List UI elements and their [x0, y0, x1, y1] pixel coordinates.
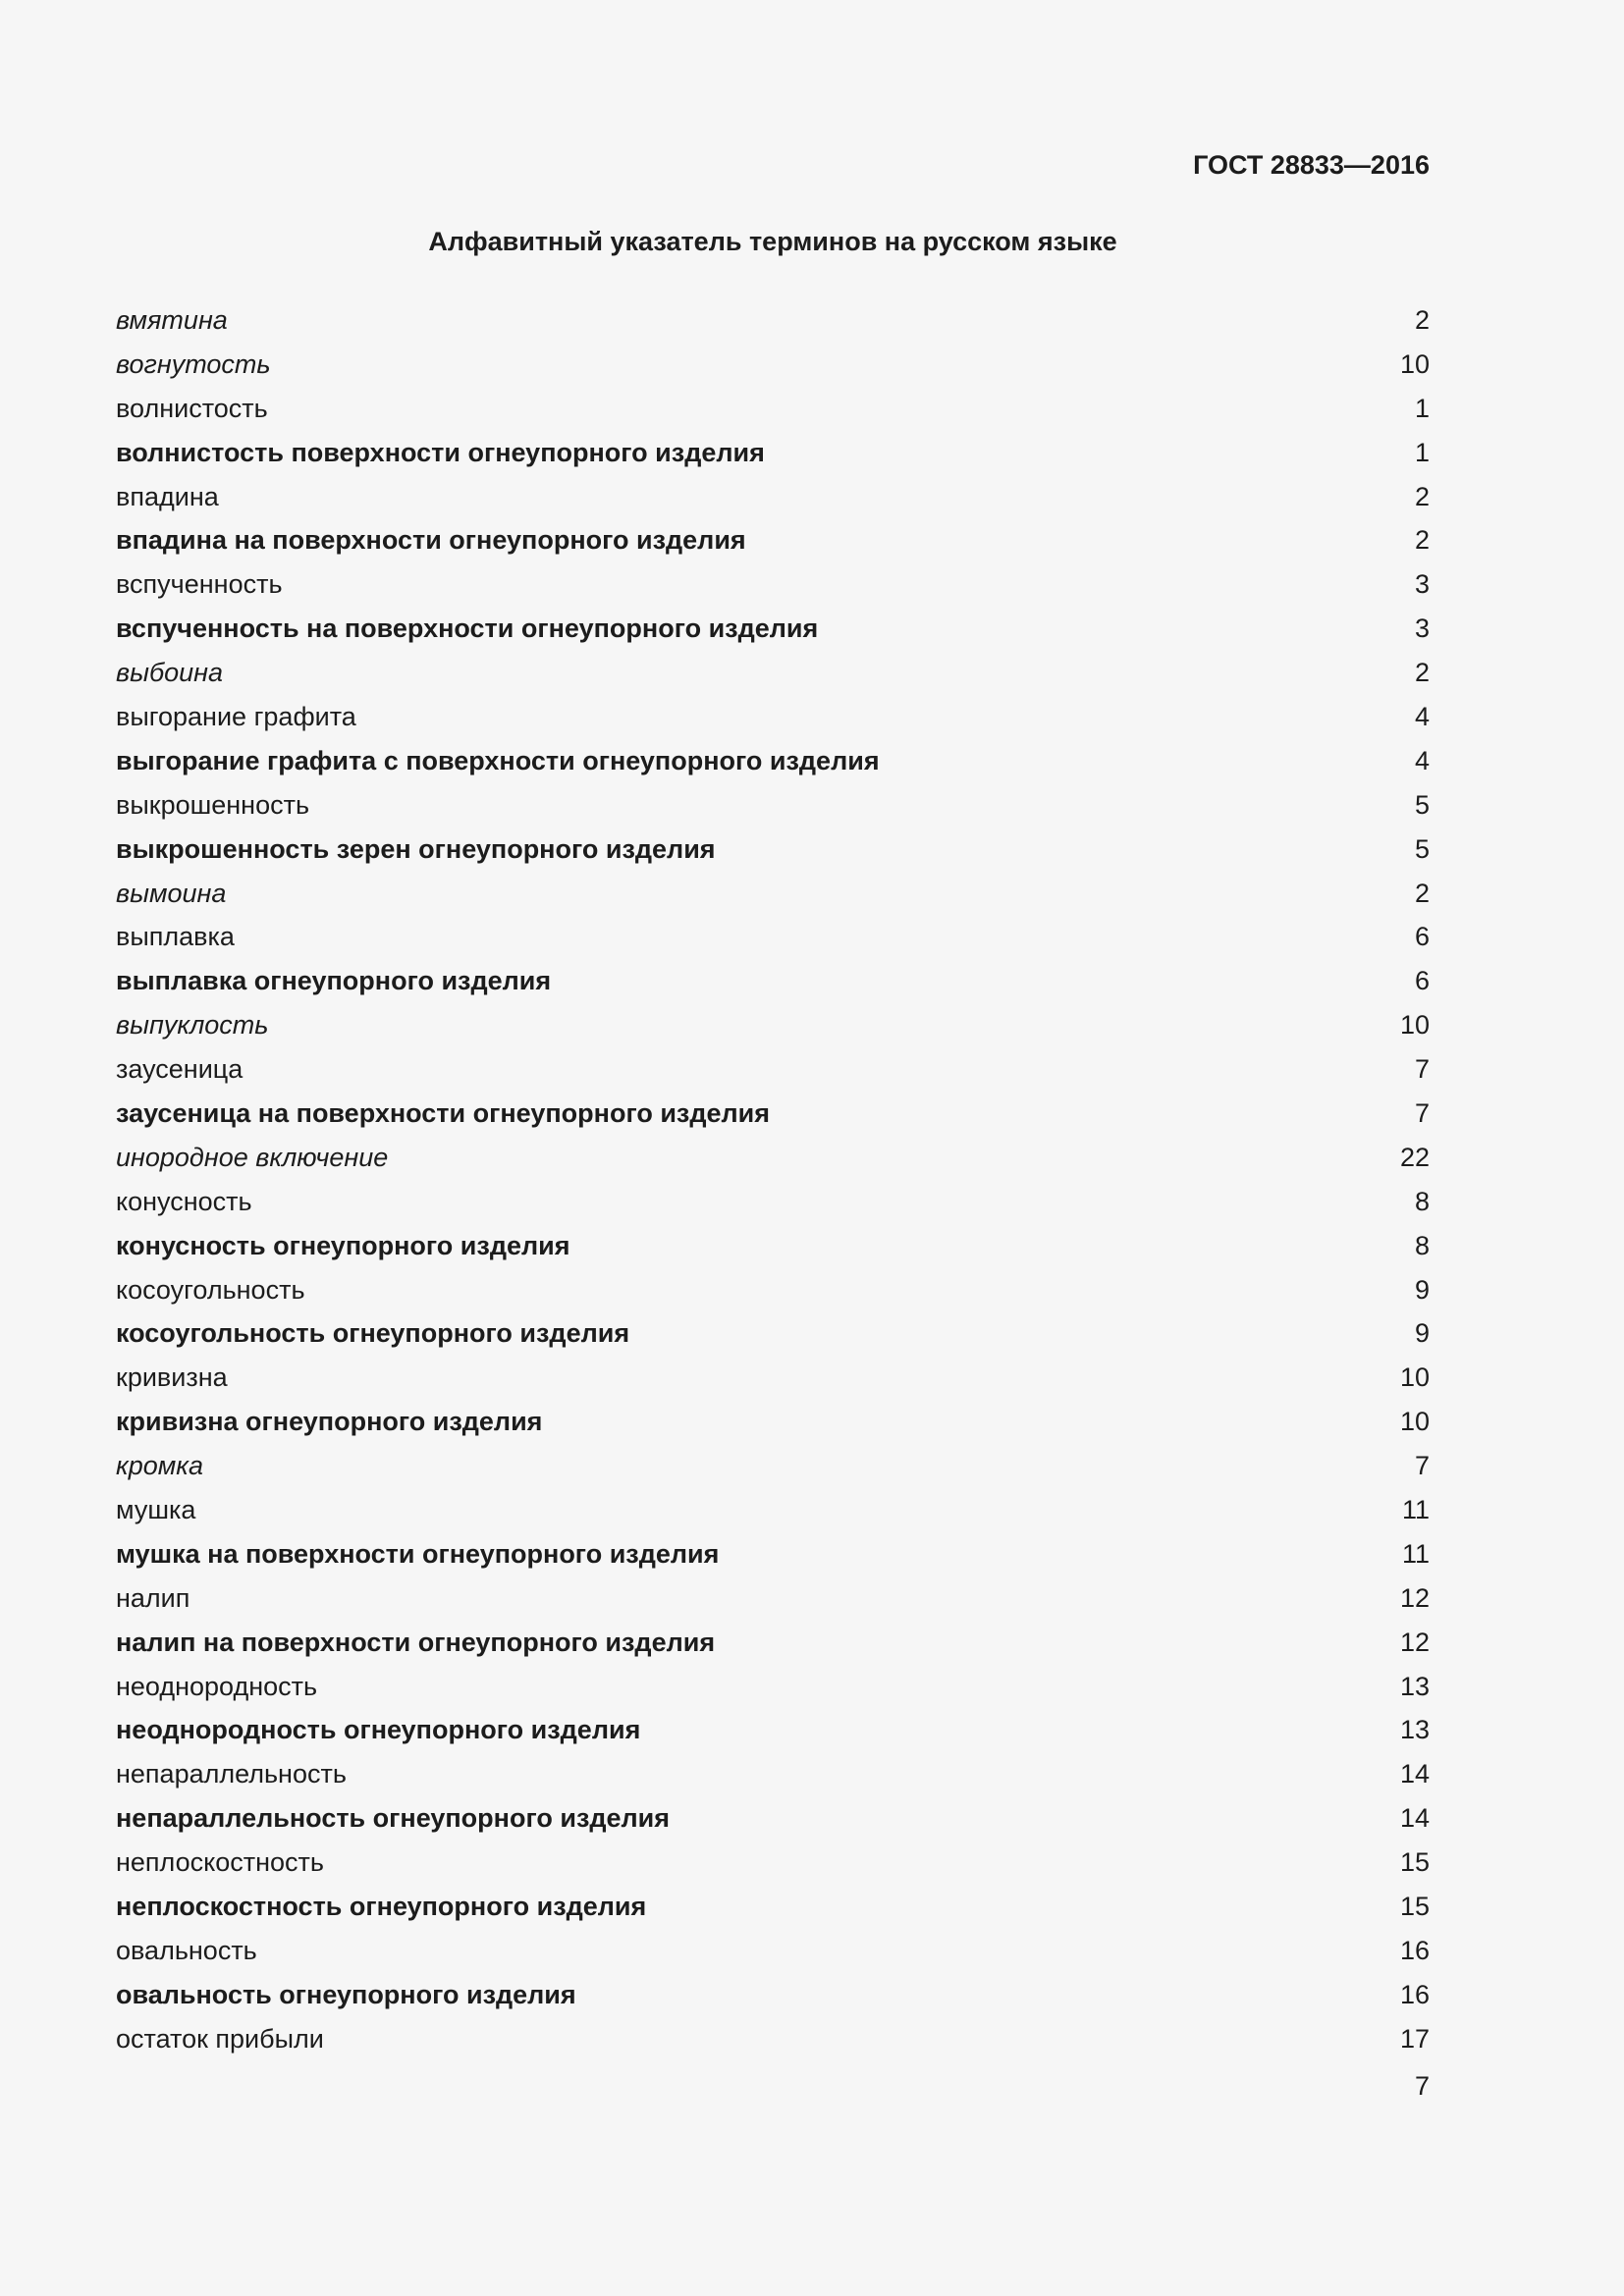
- index-entry: [116, 828, 1430, 872]
- index-term-number: 16: [1399, 1979, 1430, 2009]
- index-entry: [116, 1047, 1430, 1092]
- index-term: мушка: [116, 1494, 196, 1524]
- index-term: вспученность на поверхности огнеупорного изделия: [116, 614, 819, 644]
- index-term: налип на поверхности огнеупорного изделия: [116, 1627, 716, 1657]
- index-entry: [116, 1709, 1430, 1753]
- index-term-number: 10: [1399, 1407, 1430, 1437]
- index-term-number: 11: [1401, 1494, 1430, 1524]
- index-term: выгорание графита: [116, 701, 356, 731]
- index-term: непараллельность: [116, 1759, 347, 1789]
- index-term-number: 14: [1399, 1803, 1430, 1834]
- index-entry: [116, 872, 1430, 916]
- index-term: выкрошенность зерен огнеупорного изделия: [116, 833, 716, 864]
- index-term: вымоина: [116, 878, 227, 908]
- index-term-number: 9: [1414, 1318, 1430, 1349]
- index-term-number: 10: [1399, 1010, 1430, 1041]
- index-term-number: 8: [1414, 1186, 1430, 1216]
- index-term: заусеница на поверхности огнеупорного изделия: [116, 1097, 771, 1128]
- index-term: овальность огнеупорного изделия: [116, 1979, 576, 2009]
- index-term: впадина на поверхности огнеупорного изделия: [116, 525, 746, 556]
- index-term: неоднородность: [116, 1671, 318, 1701]
- index-term-number: 5: [1414, 789, 1430, 820]
- term-index-list: [116, 298, 1430, 2061]
- index-term-number: 7: [1414, 1451, 1430, 1481]
- index-term-number: 11: [1401, 1538, 1430, 1569]
- index-term: вогнутость: [116, 348, 271, 379]
- index-entry: [116, 1180, 1430, 1224]
- index-term-number: 10: [1399, 1362, 1430, 1393]
- index-term-number: 3: [1414, 569, 1430, 600]
- index-term-number: 17: [1399, 2023, 1430, 2054]
- index-term: конусность огнеупорного изделия: [116, 1230, 570, 1260]
- index-entry: [116, 1488, 1430, 1532]
- index-term-number: 12: [1399, 1582, 1430, 1613]
- page-number: 7: [1414, 2071, 1430, 2101]
- index-term-number: 10: [1399, 348, 1430, 379]
- index-entry: [116, 1444, 1430, 1488]
- index-entry: [116, 1400, 1430, 1444]
- index-entry: [116, 1224, 1430, 1268]
- index-entry: [116, 1841, 1430, 1885]
- index-term-number: 4: [1414, 701, 1430, 731]
- index-term: выплавка огнеупорного изделия: [116, 966, 552, 996]
- index-entry: [116, 739, 1430, 783]
- index-entry: [116, 1973, 1430, 2017]
- index-entry: [116, 298, 1430, 343]
- index-entry: [116, 1311, 1430, 1356]
- index-term: выпуклость: [116, 1010, 269, 1041]
- index-term: мушка на поверхности огнеупорного изделия: [116, 1538, 720, 1569]
- index-entry: [116, 607, 1430, 651]
- index-term: выгорание графита с поверхности огнеупорного изделия: [116, 745, 880, 775]
- index-term-number: 2: [1414, 481, 1430, 511]
- index-term-number: 2: [1414, 525, 1430, 556]
- index-term: волнистость: [116, 393, 268, 423]
- index-entry: [116, 959, 1430, 1003]
- index-term: вмятина: [116, 304, 228, 335]
- index-term-number: 6: [1414, 922, 1430, 952]
- index-term: волнистость поверхности огнеупорного изделия: [116, 437, 765, 467]
- index-term-number: 6: [1414, 966, 1430, 996]
- index-term-number: 2: [1414, 878, 1430, 908]
- index-term: конусность: [116, 1186, 252, 1216]
- index-term: овальность: [116, 1935, 257, 1965]
- index-term-number: 7: [1414, 1054, 1430, 1085]
- index-entry: [116, 475, 1430, 519]
- index-entry: [116, 915, 1430, 959]
- index-term-number: 8: [1414, 1230, 1430, 1260]
- index-entry: [116, 431, 1430, 475]
- index-term-number: 1: [1414, 437, 1430, 467]
- index-entry: [116, 1356, 1430, 1400]
- index-term: инородное включение: [116, 1142, 389, 1172]
- index-term: выплавка: [116, 922, 235, 952]
- index-entry: [116, 1885, 1430, 1929]
- index-entry: [116, 518, 1430, 562]
- index-entry: [116, 1003, 1430, 1047]
- index-entry: [116, 387, 1430, 431]
- index-entry: [116, 1268, 1430, 1312]
- index-entry: [116, 562, 1430, 607]
- index-term: кривизна огнеупорного изделия: [116, 1407, 543, 1437]
- index-entry: [116, 1576, 1430, 1621]
- index-term: налип: [116, 1582, 190, 1613]
- index-term: неплоскостность огнеупорного изделия: [116, 1892, 647, 1921]
- index-term-number: 15: [1399, 1892, 1430, 1921]
- index-term-number: 13: [1399, 1715, 1430, 1745]
- index-term: остаток прибыли: [116, 2023, 324, 2054]
- index-term-number: 9: [1414, 1274, 1430, 1305]
- index-title: Алфавитный указатель терминов на русском языке: [428, 227, 1117, 256]
- index-term: выбоина: [116, 658, 224, 688]
- index-term: непараллельность огнеупорного изделия: [116, 1803, 671, 1834]
- index-term-number: 16: [1399, 1935, 1430, 1965]
- index-term-number: 22: [1399, 1142, 1430, 1172]
- index-term-number: 7: [1414, 1097, 1430, 1128]
- index-entry: [116, 695, 1430, 739]
- index-term: кромка: [116, 1451, 204, 1481]
- document-code: ГОСТ 28833—2016: [1193, 150, 1430, 180]
- index-entry: [116, 1796, 1430, 1841]
- index-entry: [116, 2017, 1430, 2061]
- index-entry: [116, 783, 1430, 828]
- index-entry: [116, 651, 1430, 695]
- index-entry: [116, 1532, 1430, 1576]
- index-entry: [116, 1092, 1430, 1136]
- index-term-number: 4: [1414, 745, 1430, 775]
- index-term: выкрошенность: [116, 789, 310, 820]
- index-term-number: 15: [1399, 1847, 1430, 1878]
- index-term-number: 1: [1414, 393, 1430, 423]
- index-entry: [116, 1752, 1430, 1796]
- index-term: заусеница: [116, 1054, 244, 1085]
- index-term: косоугольность огнеупорного изделия: [116, 1318, 630, 1349]
- index-term: кривизна: [116, 1362, 228, 1393]
- index-entry: [116, 343, 1430, 387]
- index-term-number: 2: [1414, 658, 1430, 688]
- index-term: неоднородность огнеупорного изделия: [116, 1715, 641, 1745]
- index-term-number: 2: [1414, 304, 1430, 335]
- index-term: косоугольность: [116, 1274, 305, 1305]
- index-term-number: 12: [1399, 1627, 1430, 1657]
- index-term-number: 3: [1414, 614, 1430, 644]
- index-term-number: 13: [1399, 1671, 1430, 1701]
- index-term-number: 5: [1414, 833, 1430, 864]
- index-term: впадина: [116, 481, 219, 511]
- index-term: неплоскостность: [116, 1847, 324, 1878]
- index-entry: [116, 1136, 1430, 1180]
- index-term: вспученность: [116, 569, 283, 600]
- index-entry: [116, 1665, 1430, 1709]
- index-term-number: 14: [1399, 1759, 1430, 1789]
- index-entry: [116, 1621, 1430, 1665]
- index-entry: [116, 1929, 1430, 1973]
